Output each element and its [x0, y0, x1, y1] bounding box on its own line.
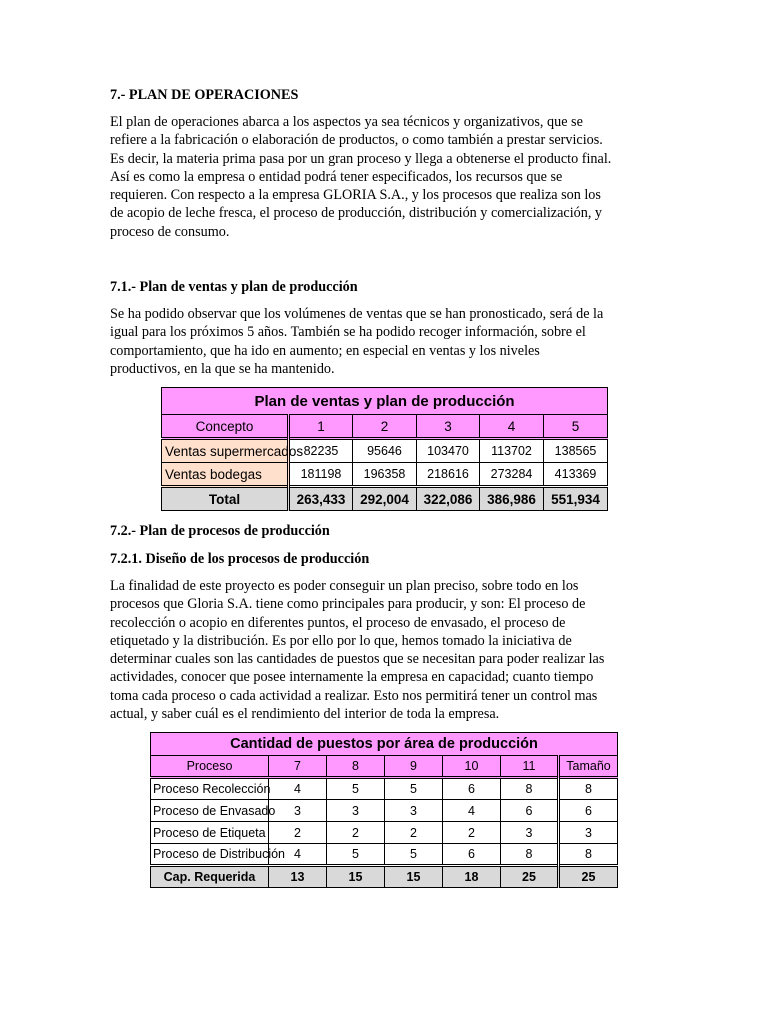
total-label: Cap. Requerida	[151, 866, 269, 888]
table-row	[151, 844, 618, 866]
table-row	[162, 463, 608, 487]
paragraph-line: refiere a la fabricación o elaboración de productos, o como también a prestar servicios.	[110, 132, 603, 149]
column-header: 9	[385, 756, 443, 778]
total-cell: 18	[443, 866, 501, 888]
table-cell: 4	[443, 800, 501, 822]
total-cell: 322,086	[417, 487, 480, 511]
table-cell: 103470	[417, 439, 480, 463]
sales-production-table	[161, 387, 608, 511]
row-label: Ventas supermercados	[162, 439, 289, 463]
paragraph-line: actual, y saber cuál es el rendimiento del interior de toda la empresa.	[110, 706, 500, 723]
table-cell: 5	[385, 844, 443, 866]
table-cell: 8	[559, 844, 618, 866]
table-cell: 273284	[480, 463, 544, 487]
total-cell: 386,986	[480, 487, 544, 511]
table-cell: 8	[559, 778, 618, 800]
total-cell: 292,004	[353, 487, 417, 511]
table-cell: 2	[385, 822, 443, 844]
table-cell: 3	[501, 822, 559, 844]
section-7-1-heading: 7.1.- Plan de ventas y plan de producción	[110, 279, 358, 295]
column-header: Proceso	[151, 756, 269, 778]
table-cell: 4	[269, 778, 327, 800]
table-cell: 2	[269, 822, 327, 844]
total-cell: 15	[327, 866, 385, 888]
total-label: Total	[162, 487, 289, 511]
table-title: Cantidad de puestos por área de producción	[151, 733, 618, 756]
table-header-row	[151, 756, 618, 778]
column-header: 7	[269, 756, 327, 778]
table-cell: 3	[269, 800, 327, 822]
table-row	[162, 439, 608, 463]
paragraph-line: Es decir, la materia prima pasa por un gran proceso y llega a obtenerse el producto final.	[110, 150, 612, 167]
column-header: 10	[443, 756, 501, 778]
paragraph-line: igual para los próximos 5 años. También se ha podido recoger información, sobre el	[110, 324, 586, 341]
paragraph-line: comportamiento, que ha ido en aumento; en especial en ventas y los niveles	[110, 342, 540, 359]
section-7-1-paragraph	[110, 305, 603, 378]
table-cell: 2	[443, 822, 501, 844]
table-cell: 196358	[353, 463, 417, 487]
table-row	[151, 822, 618, 844]
paragraph-line: Así es como la empresa o entidad podrá tener especificados, los recursos que se	[110, 168, 563, 185]
total-cell: 263,433	[289, 487, 353, 511]
table-cell: 2	[327, 822, 385, 844]
column-header: 5	[544, 415, 608, 439]
section-7-paragraph	[110, 113, 611, 241]
table-row	[151, 778, 618, 800]
paragraph-line: productivos, en la que se ha mantenido.	[110, 360, 335, 377]
column-header: Tamaño	[559, 756, 618, 778]
table-cell: 3	[327, 800, 385, 822]
section-7-2-heading: 7.2.- Plan de procesos de producción	[110, 523, 330, 539]
table-cell: 181198	[289, 463, 353, 487]
section-7-2-paragraph	[110, 577, 604, 723]
column-header: 8	[327, 756, 385, 778]
row-label: Ventas bodegas	[162, 463, 289, 487]
column-header: 1	[289, 415, 353, 439]
table-cell: 6	[559, 800, 618, 822]
total-cell: 25	[501, 866, 559, 888]
paragraph-line: La finalidad de este proyecto es poder conseguir un plan preciso, sobre todo en los	[110, 578, 579, 594]
table-cell: 95646	[353, 439, 417, 463]
paragraph-line: Se ha podido observar que los volúmenes de ventas que se han pronosticado, será de la	[110, 306, 604, 322]
positions-by-area-table	[150, 732, 618, 888]
table-cell: 138565	[544, 439, 608, 463]
table-total-row	[151, 866, 618, 888]
paragraph-line: determinar cuales son las cantidades de puestos que se necesitan para poder realizar las	[110, 651, 605, 668]
table-cell: 6	[443, 844, 501, 866]
total-cell: 25	[559, 866, 618, 888]
column-header: Concepto	[162, 415, 289, 439]
paragraph-line: de acopio de leche fresca, el proceso de producción, distribución y comercialización, y	[110, 205, 603, 222]
paragraph-line: El plan de operaciones abarca a los aspectos ya sea técnicos y organizativos, que se	[110, 114, 583, 130]
table-cell: 8	[501, 778, 559, 800]
table-cell: 5	[385, 778, 443, 800]
column-header: 11	[501, 756, 559, 778]
paragraph-line: procesos que Gloria S.A. tiene como principales para producir, y son: El proceso de	[110, 596, 586, 613]
table-header-row	[162, 415, 608, 439]
row-label: Proceso de Etiqueta	[151, 822, 269, 844]
table-row	[151, 800, 618, 822]
table-cell: 218616	[417, 463, 480, 487]
paragraph-line: recolección o acopio en diferentes puntos, el proceso de envasado, el proceso de	[110, 614, 566, 631]
total-cell: 13	[269, 866, 327, 888]
table-total-row	[162, 487, 608, 511]
total-cell: 551,934	[544, 487, 608, 511]
paragraph-line: etiquetado y la distribución. Es por ello por lo que, hemos tomado la iniciativa de	[110, 632, 572, 649]
row-label: Proceso Recolección	[151, 778, 269, 800]
table-cell: 6	[501, 800, 559, 822]
table-cell: 82235	[289, 439, 353, 463]
row-label: Proceso de Distribución	[151, 844, 269, 866]
column-header: 4	[480, 415, 544, 439]
table-cell: 4	[269, 844, 327, 866]
total-cell: 15	[385, 866, 443, 888]
section-7-2-1-heading: 7.2.1. Diseño de los procesos de producción	[110, 551, 370, 567]
table-cell: 3	[385, 800, 443, 822]
column-header: 3	[417, 415, 480, 439]
paragraph-line: proceso de consumo.	[110, 223, 230, 240]
table-cell: 113702	[480, 439, 544, 463]
table-cell: 8	[501, 844, 559, 866]
paragraph-line: toma cada proceso o cada actividad a realizar. Esto nos permitirá tener un control mas	[110, 687, 598, 704]
table-title: Plan de ventas y plan de producción	[162, 388, 608, 415]
section-7-heading: 7.- PLAN DE OPERACIONES	[110, 87, 299, 103]
paragraph-line: requieren. Con respecto a la empresa GLORIA S.A., y los procesos que realiza son los	[110, 187, 601, 204]
table-cell: 6	[443, 778, 501, 800]
table-cell: 413369	[544, 463, 608, 487]
paragraph-line: actividades, conocer que posee internamente la empresa en capacidad; cuanto tiempo	[110, 669, 594, 686]
column-header: 2	[353, 415, 417, 439]
row-label: Proceso de Envasado	[151, 800, 269, 822]
table-cell: 5	[327, 844, 385, 866]
table-cell: 3	[559, 822, 618, 844]
table-cell: 5	[327, 778, 385, 800]
